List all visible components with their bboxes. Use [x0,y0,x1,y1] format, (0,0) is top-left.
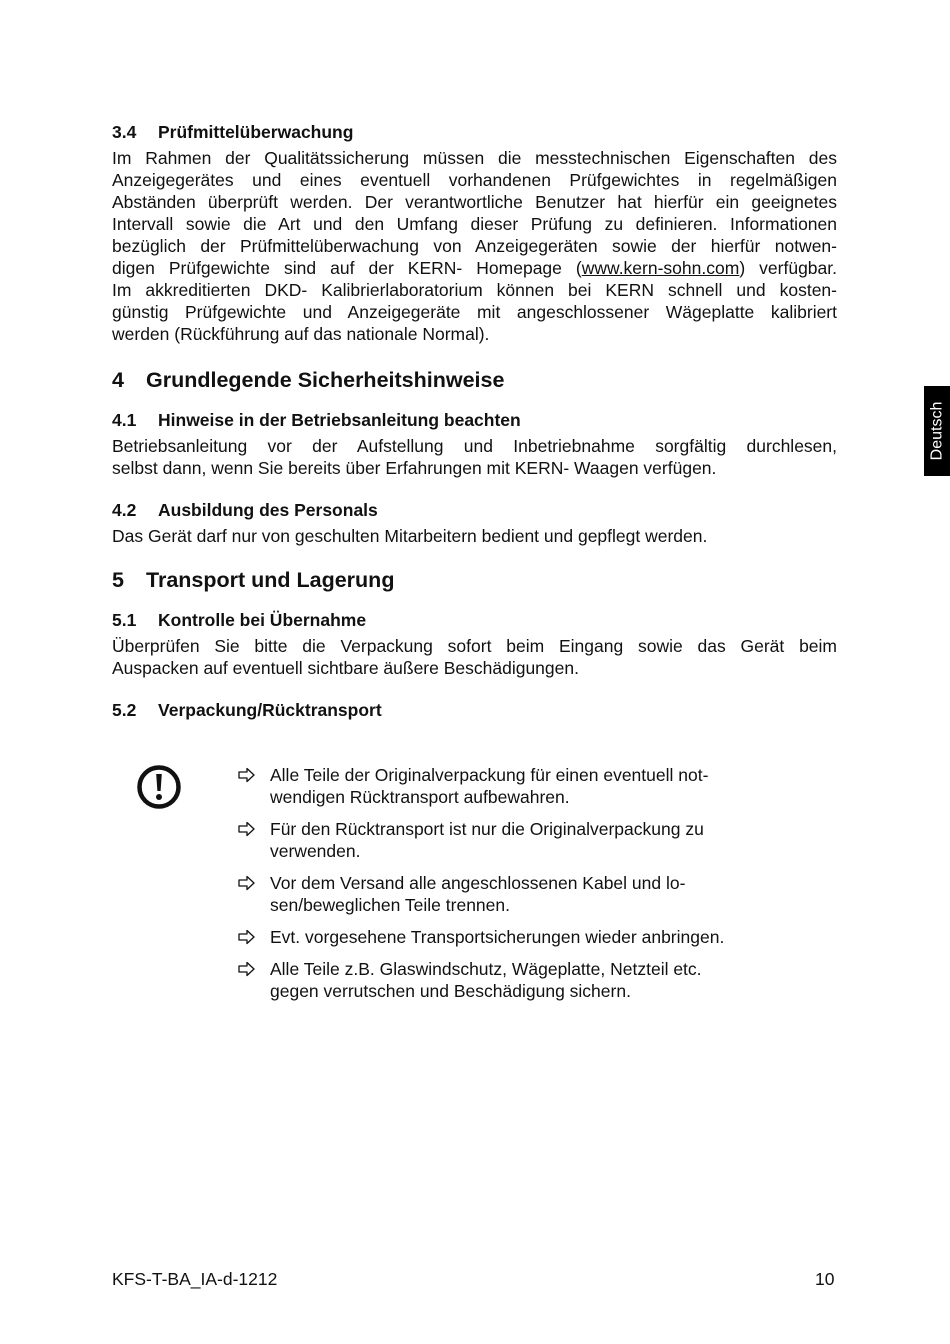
list-item-line: wendigen Rücktransport aufbewahren. [270,787,570,807]
heading-number: 4.1 [112,410,137,430]
list-item [236,764,796,808]
text-line: Im akkreditierten DKD- Kalibrierlaboratorium können bei KERN schnell und kosten- [112,280,837,300]
list-item [236,872,796,916]
list-item-line: Alle Teile der Originalverpackung für einen eventuell not- [270,765,709,785]
language-tab [924,386,950,476]
heading-4-2 [112,499,837,521]
list-item-line: sen/beweglichen Teile trennen. [270,895,510,915]
paragraph-4-2 [112,525,837,547]
text-fragment: ) verfügbar. [739,258,837,278]
heading-5-1 [112,609,837,631]
heading-5 [112,567,837,593]
text-fragment: digen Prüfgewichte sind auf der KERN- Homepage ( [112,258,582,278]
text-line: werden (Rückführung auf das nationale Normal). [112,324,490,344]
heading-title: Verpackung/Rücktransport [158,700,382,720]
heading-number: 4.2 [112,500,137,520]
list-item-line: gegen verrutschen und Beschädigung sichern. [270,981,631,1001]
text-line-with-link [112,257,837,279]
heading-5-2 [112,699,837,721]
list-item-line: Für den Rücktransport ist nur die Originalverpackung zu [270,819,704,839]
arrow-right-outline-icon [236,818,258,840]
text-line: bezüglich der Prüfmittelüberwachung von Anzeigegeräten sowie der hierfür notwen- [112,236,837,256]
list-item [236,958,796,1002]
heading-number: 5.2 [112,700,137,720]
paragraph-3-4 [112,147,837,345]
heading-title: Grundlegende Sicherheitshinweise [146,368,505,392]
language-tab-label: Deutsch [928,401,946,461]
list-item [236,926,796,948]
footer-document-id: KFS-T-BA_IA-d-1212 [112,1269,278,1289]
homepage-link[interactable]: www.kern-sohn.com [581,258,740,278]
heading-title: Prüfmittelüberwachung [158,122,354,142]
list-item [236,818,796,862]
footer-page-number: 10 [815,1269,835,1289]
heading-number: 5.1 [112,610,137,630]
text-line: Anzeigegerätes und eines eventuell vorhandenen Prüfgewichtes in regelmäßigen [112,170,837,190]
heading-3-4 [112,121,837,143]
packaging-instructions-list [236,764,796,1012]
paragraph-5-1 [112,635,837,679]
list-item-line: verwenden. [270,841,361,861]
heading-title: Kontrolle bei Übernahme [158,610,367,630]
heading-title: Ausbildung des Personals [158,500,378,520]
arrow-right-outline-icon [236,872,258,894]
main-content [112,121,837,721]
exclamation-circle-icon [136,764,182,810]
heading-title: Hinweise in der Betriebsanleitung beachten [158,410,521,430]
text-line: Im Rahmen der Qualitätssicherung müssen die messtechnischen Eigenschaften des [112,148,837,168]
heading-4 [112,367,837,393]
paragraph-4-1 [112,435,837,479]
text-line: selbst dann, wenn Sie bereits über Erfahrungen mit KERN- Waagen verfügen. [112,458,717,478]
arrow-right-outline-icon [236,764,258,786]
list-item-line: Alle Teile z.B. Glaswindschutz, Wägeplatte, Netzteil etc. [270,959,702,979]
text-line: Betriebsanleitung vor der Aufstellung und Inbetriebnahme sorgfältig durchlesen, [112,436,837,456]
arrow-right-outline-icon [236,958,258,980]
arrow-right-outline-icon [236,926,258,948]
list-item-line: Vor dem Versand alle angeschlossenen Kabel und lo- [270,873,686,893]
text-line: günstig Prüfgewichte und Anzeigegeräte mit angeschlossener Wägeplatte kalibriert [112,302,837,322]
list-item-line: Evt. vorgesehene Transportsicherungen wieder anbringen. [270,927,725,947]
heading-number: 3.4 [112,122,137,142]
text-line: Intervall sowie die Art und den Umfang dieser Prüfung zu definieren. Informationen [112,214,837,234]
heading-title: Transport und Lagerung [146,568,395,592]
text-line: Das Gerät darf nur von geschulten Mitarbeitern bedient und gepflegt werden. [112,526,708,546]
heading-number: 4 [112,368,124,392]
text-line: Überprüfen Sie bitte die Verpackung sofort beim Eingang sowie das Gerät beim [112,636,837,656]
heading-4-1 [112,409,837,431]
text-line: Abständen überprüft werden. Der verantwortliche Benutzer hat hierfür ein geeignetes [112,192,837,212]
heading-number: 5 [112,568,124,592]
text-line: Auspacken auf eventuell sichtbare äußere Beschädigungen. [112,658,579,678]
